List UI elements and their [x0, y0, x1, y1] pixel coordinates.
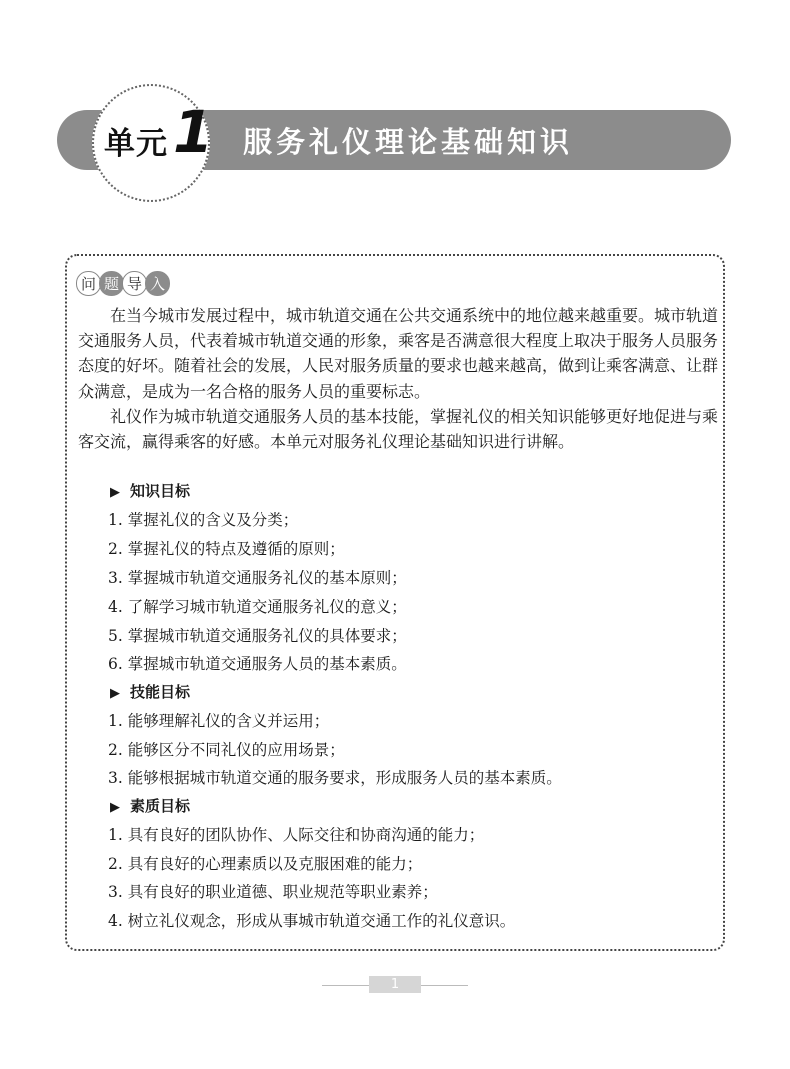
intro-paragraph [78, 404, 718, 454]
section-heading [110, 795, 190, 816]
triangle-icon: ▶ [110, 485, 120, 500]
triangle-icon: ▶ [110, 686, 120, 701]
unit-label: 单元 [104, 126, 168, 162]
page-number: 1 [369, 976, 421, 993]
triangle-icon: ▶ [110, 800, 120, 815]
list-item: 3. 掌握城市轨道交通服务礼仪的基本原则； [108, 569, 407, 587]
list-item: 2. 能够区分不同礼仪的应用场景； [108, 741, 345, 759]
list-item: 1. 能够理解礼仪的含义并运用； [108, 712, 330, 730]
section-heading [110, 480, 190, 501]
list-item: 2. 掌握礼仪的特点及遵循的原则； [108, 540, 345, 558]
list-item: 2. 具有良好的心理素质以及克服困难的能力； [108, 855, 423, 873]
page-number-rule [322, 985, 369, 986]
list-item: 4. 了解学习城市轨道交通服务礼仪的意义； [108, 598, 407, 616]
section-heading-text: 素质目标 [130, 797, 191, 815]
list-item: 3. 具有良好的职业道德、职业规范等职业素养； [108, 883, 438, 901]
unit-title: 服务礼仪理论基础知识 [243, 125, 574, 159]
list-item: 3. 能够根据城市轨道交通的服务要求，形成服务人员的基本素质。 [108, 769, 562, 787]
list-item: 1. 具有良好的团队协作、人际交往和协商沟通的能力； [108, 826, 485, 844]
section-heading [110, 681, 190, 702]
intro-tag-char: 入 [145, 271, 170, 296]
unit-number: 1 [173, 98, 214, 166]
intro-paragraph [78, 303, 718, 404]
page-number-rule [421, 985, 468, 986]
list-item: 1. 掌握礼仪的含义及分类； [108, 511, 299, 529]
intro-tag-char: 题 [99, 271, 124, 296]
list-item: 5. 掌握城市轨道交通服务礼仪的具体要求； [108, 627, 407, 645]
list-item: 6. 掌握城市轨道交通服务人员的基本素质。 [108, 655, 407, 673]
intro-tag-char: 问 [76, 271, 101, 296]
intro-tag [76, 271, 168, 295]
section-heading-text: 技能目标 [130, 683, 191, 701]
list-item: 4. 树立礼仪观念，形成从事城市轨道交通工作的礼仪意识。 [108, 912, 516, 930]
paragraph-text: 在当今城市发展过程中，城市轨道交通在公共交通系统中的地位越来越重要。城市轨道交通服务人员，代表着城市轨道交通的形象，乘客是否满意很大程度上取决于服务人员服务态度的好坏。随着社会的发展，人民对服务质量的要求也越来越高，做到让乘客满意、让群众满意，是成为一名合格的服务人员的重要标志。 [78, 306, 719, 401]
intro-tag-char: 导 [122, 271, 147, 296]
section-heading-text: 知识目标 [130, 482, 191, 500]
paragraph-text: 礼仪作为城市轨道交通服务人员的基本技能，掌握礼仪的相关知识能够更好地促进与乘客交流，赢得乘客的好感。本单元对服务礼仪理论基础知识进行讲解。 [78, 407, 719, 452]
